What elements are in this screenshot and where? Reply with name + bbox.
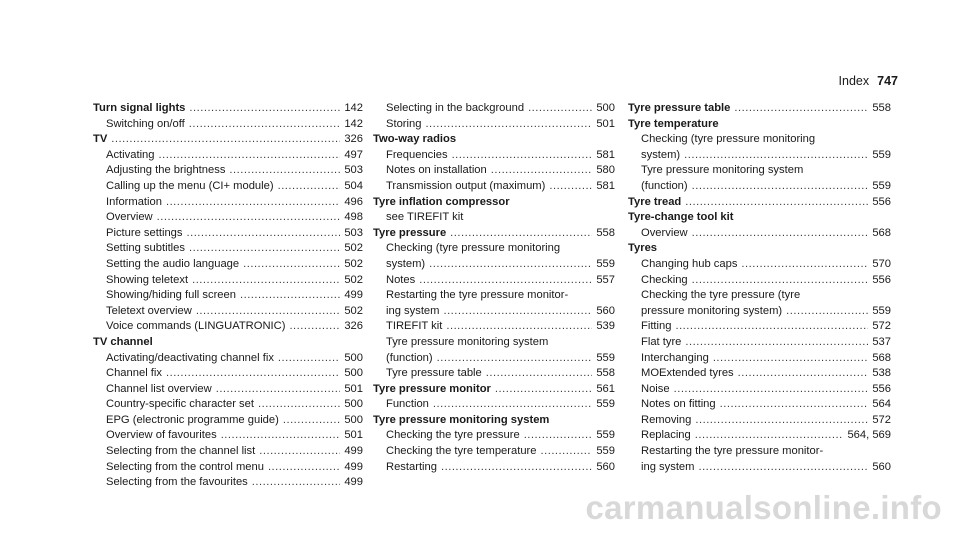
index-subentry (93, 304, 363, 320)
index-subentry (628, 351, 891, 367)
index-subentry (93, 257, 363, 273)
dot-leader (240, 288, 340, 304)
index-subentry (628, 413, 891, 429)
index-subentry (93, 148, 363, 164)
entry-label: Tyre pressure monitor (373, 382, 491, 395)
dot-leader (541, 444, 593, 460)
dot-leader (159, 148, 341, 164)
dot-leader (738, 366, 869, 382)
page-reference: 564 (872, 398, 891, 411)
page-reference: 498 (344, 211, 363, 224)
dot-leader (692, 226, 869, 242)
index-subentry (373, 366, 615, 382)
entry-label: Selecting from the channel list (106, 445, 256, 458)
entry-label: Activating (106, 148, 155, 161)
index-subentry (373, 319, 615, 335)
entry-label: Adjusting the brightness (106, 164, 226, 177)
index-subentry (93, 195, 363, 211)
entry-label: Showing teletext (106, 273, 189, 286)
entry-label: Interchanging (641, 351, 709, 364)
index-subentry (93, 444, 363, 460)
entry-label: Notes (386, 273, 416, 286)
dot-leader (433, 397, 592, 413)
page-reference: 502 (344, 257, 363, 270)
entry-label: ing system (641, 460, 695, 473)
dot-leader (437, 351, 593, 367)
dot-leader (259, 444, 340, 460)
dot-leader (166, 366, 340, 382)
page-reference: 568 (872, 226, 891, 239)
entry-label: EPG (electronic programme guide) (106, 413, 279, 426)
index-subentry (93, 475, 363, 491)
page-reference: 326 (344, 320, 363, 333)
index-subentry (93, 241, 363, 257)
dot-leader (720, 397, 869, 413)
page-reference: 559 (596, 257, 615, 270)
page-reference: 559 (596, 398, 615, 411)
page-reference: 580 (596, 164, 615, 177)
dot-leader (278, 351, 340, 367)
dot-leader (289, 319, 340, 335)
page-reference: 500 (344, 367, 363, 380)
index-heading: Tyres (628, 242, 658, 255)
page-reference: 502 (344, 304, 363, 317)
index-heading: Tyre inflation compressor (373, 195, 510, 208)
index-subentry-line: Tyre pressure monitoring system (386, 335, 549, 348)
index-subentry (93, 351, 363, 367)
index-column-1 (93, 101, 363, 491)
index-subentry (628, 428, 891, 444)
index-subentry (93, 428, 363, 444)
entry-label: Calling up the menu (CI+ module) (106, 179, 274, 192)
page-reference: 500 (344, 398, 363, 411)
page-reference: 581 (596, 148, 615, 161)
entry-label: Notes on installation (386, 164, 487, 177)
page-reference: 560 (872, 460, 891, 473)
entry-label: Country-specific character set (106, 398, 254, 411)
entry-label: Selecting from the control menu (106, 460, 264, 473)
page-reference: 502 (344, 273, 363, 286)
index-subentry (628, 226, 891, 242)
dot-leader (674, 382, 869, 398)
index-entry (628, 195, 891, 211)
page-reference: 558 (596, 226, 615, 239)
dot-leader (446, 319, 592, 335)
page-reference: 559 (596, 429, 615, 442)
page-reference: 326 (344, 133, 363, 146)
entry-label: Frequencies (386, 148, 448, 161)
page-reference: 581 (596, 179, 615, 192)
page-reference: 561 (596, 382, 615, 395)
page-reference: 501 (344, 382, 363, 395)
entry-label: (function) (386, 351, 433, 364)
index-subentry-line: Restarting the tyre pressure monitor- (641, 445, 824, 458)
entry-label: Tyre pressure table (628, 102, 731, 114)
entry-label: Fitting (641, 320, 672, 333)
entry-label: Checking the tyre pressure (386, 429, 520, 442)
page-reference: 538 (872, 367, 891, 380)
page-reference: 559 (596, 351, 615, 364)
page-reference: 501 (344, 429, 363, 442)
entry-label: Showing/hiding full screen (106, 289, 236, 302)
dot-leader (486, 366, 593, 382)
entry-label: MOExtended tyres (641, 367, 734, 380)
page-reference: 564, 569 (847, 429, 891, 442)
entry-label: Voice commands (LINGUATRONIC) (106, 320, 286, 333)
page-reference: 499 (344, 289, 363, 302)
page-reference: 503 (344, 226, 363, 239)
entry-label: Function (386, 398, 429, 411)
index-subentry-line: Checking (tyre pressure monitoring (386, 242, 561, 255)
entry-label: Teletext overview (106, 304, 192, 317)
index-subentry (373, 101, 615, 117)
index-subentry (93, 179, 363, 195)
dot-leader (450, 226, 592, 242)
index-subentry (373, 397, 615, 413)
page-reference: 572 (872, 320, 891, 333)
section-title: Index (838, 74, 870, 88)
page-reference: 504 (344, 179, 363, 192)
dot-leader (186, 226, 340, 242)
page-reference: 572 (872, 413, 891, 426)
index-subentry-line: Checking (tyre pressure monitoring (641, 133, 816, 146)
index-subentry (628, 304, 891, 320)
index-subentry (93, 382, 363, 398)
dot-leader (111, 132, 340, 148)
entry-label: Changing hub caps (641, 257, 738, 270)
dot-leader (675, 319, 868, 335)
index-subentry-line: Checking the tyre pressure (tyre (641, 289, 801, 302)
dot-leader (443, 304, 592, 320)
page-reference: 570 (872, 257, 891, 270)
entry-label: Overview of favourites (106, 429, 217, 442)
page-reference: 539 (596, 320, 615, 333)
dot-leader (189, 241, 340, 257)
index-subentry (93, 413, 363, 429)
dot-leader (698, 460, 868, 476)
entry-label: Replacing (641, 429, 691, 442)
entry-label: Overview (106, 211, 153, 224)
page-reference: 558 (596, 367, 615, 380)
index-subentry (373, 304, 615, 320)
watermark: carmanualsonline.info (585, 489, 942, 526)
dot-leader (441, 460, 592, 476)
page-reference: 499 (344, 476, 363, 489)
index-subentry (373, 179, 615, 195)
index-subentry (373, 428, 615, 444)
index-subentry (373, 148, 615, 164)
dot-leader (196, 304, 341, 320)
entry-label: Checking (641, 273, 688, 286)
entry-label: Activating/deactivating channel fix (106, 351, 274, 364)
index-entry (93, 132, 363, 148)
entry-label: TV (93, 133, 108, 146)
dot-leader (495, 382, 592, 398)
index-subentry-line: Restarting the tyre pressure monitor- (386, 289, 569, 302)
index-subentry (373, 117, 615, 133)
page-reference: 500 (344, 413, 363, 426)
index-subentry (628, 179, 891, 195)
dot-leader (283, 413, 340, 429)
page-reference: 499 (344, 460, 363, 473)
page-reference: 501 (596, 117, 615, 130)
entry-label: TIREFIT kit (386, 320, 443, 333)
entry-label: Removing (641, 413, 692, 426)
index-subentry (373, 163, 615, 179)
entry-label: Switching on/off (106, 117, 185, 130)
dot-leader (243, 257, 340, 273)
index-subentry (93, 273, 363, 289)
index-subentry (373, 444, 615, 460)
entry-label: Overview (641, 226, 688, 239)
entry-label: Notes on fitting (641, 398, 716, 411)
index-subentry (93, 226, 363, 242)
index-subentry-line: Tyre pressure monitoring system (641, 164, 804, 177)
index-subentry (628, 366, 891, 382)
dot-leader (192, 273, 340, 289)
entry-label: Channel fix (106, 367, 162, 380)
page-reference: 503 (344, 164, 363, 177)
entry-label: Restarting (386, 460, 437, 473)
index-subentry (93, 319, 363, 335)
page-reference: 559 (872, 179, 891, 192)
page-reference: 557 (596, 273, 615, 286)
dot-leader (278, 179, 341, 195)
entry-label: Flat tyre (641, 335, 682, 348)
page-reference: 559 (872, 148, 891, 161)
entry-label: system) (386, 257, 426, 270)
index-entry (373, 226, 615, 242)
entry-label: Setting the audio language (106, 257, 240, 270)
index-subentry (628, 319, 891, 335)
page-reference: 496 (344, 195, 363, 208)
dot-leader (189, 117, 341, 133)
index-subentry (628, 397, 891, 413)
entry-label: Transmission output (maximum) (386, 179, 546, 192)
entry-label: Tyre pressure (373, 226, 447, 239)
index-subentry (628, 335, 891, 351)
dot-leader (157, 210, 341, 226)
page-reference: 559 (596, 445, 615, 458)
dot-leader (524, 428, 593, 444)
entry-label: Channel list overview (106, 382, 212, 395)
page-reference: 556 (872, 273, 891, 286)
page-reference: 142 (344, 102, 363, 114)
index-subentry (628, 382, 891, 398)
index-subentry (628, 257, 891, 273)
dot-leader (216, 382, 341, 398)
index-subentry (373, 257, 615, 273)
entry-label: Setting subtitles (106, 242, 185, 255)
dot-leader (786, 304, 868, 320)
index-subentry (373, 460, 615, 476)
index-column-3 (628, 101, 891, 475)
dot-leader (425, 117, 592, 133)
index-subentry (93, 163, 363, 179)
dot-leader (695, 428, 844, 444)
dot-leader (685, 335, 868, 351)
entry-label: system) (641, 148, 681, 161)
index-heading: TV channel (93, 335, 153, 348)
dot-leader (268, 460, 340, 476)
dot-leader (429, 257, 592, 273)
index-subentry (628, 273, 891, 289)
entry-label: Picture settings (106, 226, 183, 239)
index-heading: Two-way radios (373, 133, 457, 146)
index-heading: Tyre-change tool kit (628, 211, 734, 224)
dot-leader (692, 273, 869, 289)
page-reference: 568 (872, 351, 891, 364)
page-reference: 500 (596, 102, 615, 114)
index-heading: Tyre temperature (628, 117, 719, 130)
dot-leader (734, 101, 868, 117)
dot-leader (713, 351, 869, 367)
index-subentry (93, 397, 363, 413)
entry-label: Tyre pressure table (386, 367, 482, 380)
index-entry (628, 101, 891, 117)
page-reference: 499 (344, 445, 363, 458)
page-reference: 559 (872, 304, 891, 317)
index-subentry (628, 148, 891, 164)
page-reference: 556 (872, 195, 891, 208)
index-entry (373, 382, 615, 398)
dot-leader (491, 163, 593, 179)
index-subentry (373, 273, 615, 289)
entry-label: ing system (386, 304, 440, 317)
dot-leader (692, 179, 869, 195)
page-reference: 556 (872, 382, 891, 395)
index-subentry (93, 117, 363, 133)
dot-leader (741, 257, 868, 273)
page-number: 747 (877, 74, 898, 88)
index-subentry (93, 210, 363, 226)
entry-label: Tyre tread (628, 195, 682, 208)
entry-label: Selecting in the background (386, 102, 525, 114)
entry-label: (function) (641, 179, 688, 192)
dot-leader (189, 101, 340, 117)
index-column-2 (373, 101, 615, 475)
dot-leader (452, 148, 593, 164)
dot-leader (166, 195, 340, 211)
entry-label: Turn signal lights (93, 102, 186, 114)
dot-leader (695, 413, 868, 429)
page-reference: 560 (596, 304, 615, 317)
index-subentry (628, 460, 891, 476)
entry-label: Storing (386, 117, 422, 130)
page-reference: 500 (344, 351, 363, 364)
page-reference: 537 (872, 335, 891, 348)
index-subentry (93, 288, 363, 304)
entry-label: pressure monitoring system) (641, 304, 783, 317)
dot-leader (252, 475, 341, 491)
entry-label: Noise (641, 382, 670, 395)
dot-leader (528, 101, 592, 117)
page-reference: 558 (872, 102, 891, 114)
index-heading: Tyre pressure monitoring system (373, 413, 550, 426)
dot-leader (684, 148, 868, 164)
page-header (839, 74, 898, 88)
dot-leader (258, 397, 340, 413)
dot-leader (419, 273, 592, 289)
page-reference: 502 (344, 242, 363, 255)
page-reference: 142 (344, 117, 363, 130)
page-reference: 497 (344, 148, 363, 161)
entry-label: Selecting from the favourites (106, 476, 248, 489)
page-reference: 560 (596, 460, 615, 473)
index-entry (93, 101, 363, 117)
index-subentry (93, 366, 363, 382)
dot-leader (221, 428, 341, 444)
index-subentry-line: see TIREFIT kit (386, 211, 464, 224)
index-subentry (373, 351, 615, 367)
dot-leader (229, 163, 340, 179)
index-subentry (93, 460, 363, 476)
entry-label: Checking the tyre temperature (386, 445, 537, 458)
entry-label: Information (106, 195, 162, 208)
dot-leader (685, 195, 868, 211)
dot-leader (549, 179, 592, 195)
